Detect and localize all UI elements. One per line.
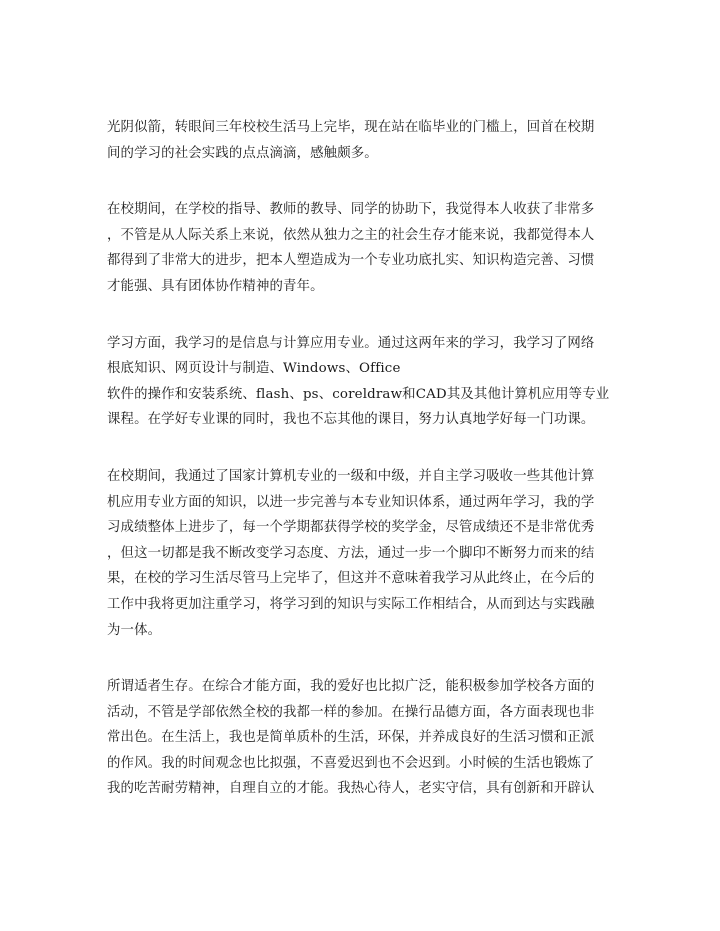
text-line: 课程。在学好专业课的同时，我也不忘其他的课目，努力认真地学好每一门功课。: [107, 412, 595, 428]
text-line: 光阴似箭，转眼间三年校校生活马上完毕，现在站在临毕业的门槛上，回首在校期: [107, 120, 595, 135]
text-line: 在校期间，在学校的指导、教师的教导、同学的协助下，我觉得本人收获了非常多: [107, 202, 595, 218]
text-line: 果，在校的学习生活尽管马上完毕了，但这并不意味着我学习从此终止，在今后的: [107, 571, 595, 587]
document-body: [107, 115, 627, 833]
text-line: 才能强、具有团体协作精神的青年。: [107, 278, 324, 294]
text-line: 都得到了非常大的进步，把本人塑造成为一个专业功底扎实、知识构造完善、习惯: [107, 253, 595, 269]
text-line: ，但这一切都是我不断改变学习态度、方法，通过一步一个脚印不断努力而来的结: [107, 545, 595, 561]
text-line: 学习方面，我学习的是信息与计算应用专业。通过这两年来的学习，我学习了网络: [107, 335, 595, 351]
text-line: 间的学习的社会实践的点点滴滴，感触颇多。: [107, 145, 378, 161]
paragraph-intro: [107, 115, 627, 166]
text-line: ，不管是从人际关系上来说，依然从独力之主的社会生存才能来说，我都觉得本人: [107, 227, 595, 243]
text-line: 常出色。在生活上，我也是简单质朴的生活，环保，并养成良好的生活习惯和正派: [107, 730, 595, 746]
text-line: 活动，不管是学部依然全校的我都一样的参加。在操行品德方面，各方面表现也非: [107, 704, 595, 720]
text-line: 机应用专业方面的知识，以进一步完善与本专业知识体系，通过两年学习，我的学: [107, 494, 595, 510]
paragraph-abilities: [107, 674, 627, 802]
text-line: 习成绩整体上进步了，每一个学期都获得学校的奖学金，尽管成绩还不是非常优秀: [107, 520, 595, 536]
text-line: 为一体。: [107, 622, 162, 638]
text-line: 的作风。我的时间观念也比拟强，不喜爱迟到也不会迟到。小时候的生活也锻炼了: [107, 755, 595, 771]
paragraph-study: [107, 331, 627, 433]
text-line: 工作中我将更加注重学习，将学习到的知识与实际工作相结合，从而到达与实践融: [107, 596, 595, 612]
paragraph-achievements: [107, 464, 627, 643]
text-line: 软件的操作和安装系统、flash、ps、coreldraw和CAD其及其他计算机应用等专业: [107, 386, 610, 402]
text-line: 我的吃苦耐劳精神，自理自立的才能。我热心待人，老实守信，具有创新和开辟认: [107, 781, 595, 797]
text-line: 在校期间，我通过了国家计算机专业的一级和中级，并自主学习吸收一些其他计算: [107, 468, 595, 484]
text-line: 根底知识、网页设计与制造、Windows、Office: [107, 361, 401, 377]
text-line: 所谓适者生存。在综合才能方面，我的爱好也比拟广泛，能积极参加学校各方面的: [107, 679, 595, 695]
paragraph-school-gains: [107, 197, 627, 299]
